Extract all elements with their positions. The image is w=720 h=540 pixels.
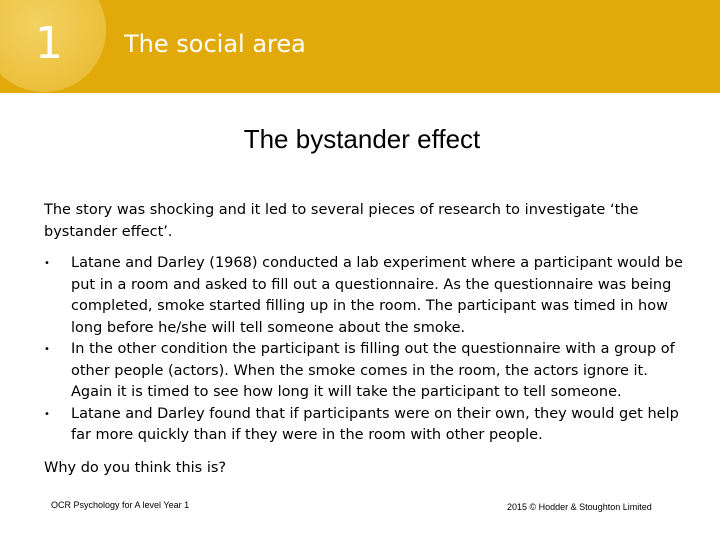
- bullet-item: [44, 339, 684, 404]
- discussion-question: Why do you think this is?: [44, 460, 227, 476]
- section-title: The social area: [124, 30, 306, 58]
- bullet-icon: •: [44, 408, 50, 420]
- slide-title: The bystander effect: [243, 124, 481, 154]
- bullet-icon: •: [44, 344, 50, 355]
- intro-paragraph: The story was shocking and it led to several pieces of research to investigate ‘the bystander effect’.: [44, 202, 639, 240]
- bullet-text: In the other condition the participant is filling out the questionnaire with a group of other people (actors). When the smoke comes in the room, the actors ignore it. Again it is timed to see how long it will take the participant to tell someone.: [71, 341, 675, 400]
- bullet-icon: •: [44, 258, 50, 269]
- footer-copyright: 2015 © Hodder & Stoughton Limited: [507, 502, 652, 512]
- header-banner: [0, 0, 720, 93]
- chapter-number: 1: [35, 18, 63, 69]
- bullet-item: [44, 404, 684, 447]
- bullet-item: [44, 253, 684, 339]
- bullet-list: [44, 253, 684, 447]
- bullet-text: Latane and Darley found that if participants were on their own, they would get help far more quickly than if they were in the room with other people.: [71, 405, 679, 443]
- footer-course-title: OCR Psychology for A level Year 1: [51, 500, 190, 510]
- bullet-text: Latane and Darley (1968) conducted a lab experiment where a participant would be put in a room and asked to fill out a questionnaire. As the questionnaire was being completed, smoke started filling up in the room. The participant was timed in how long before he/she will tell someone about the smoke.: [71, 255, 683, 336]
